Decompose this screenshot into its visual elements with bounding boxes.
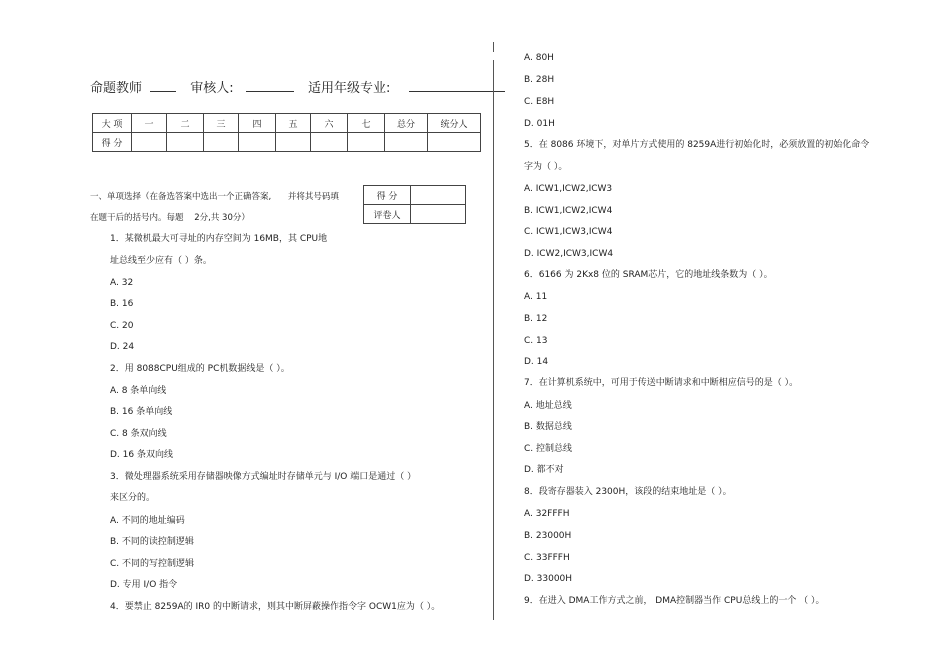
score-table-header-row — [93, 114, 481, 133]
option[interactable]: D. 都不对 — [524, 465, 564, 475]
option[interactable]: A. ICW1,ICW2,ICW3 — [524, 184, 613, 194]
option[interactable]: D. 24 — [110, 342, 135, 352]
score-input-cell[interactable] — [385, 133, 428, 152]
score-cell: 七 — [348, 114, 385, 133]
section-instruction-line2 — [90, 213, 250, 224]
score-input-cell[interactable] — [276, 133, 311, 152]
option[interactable]: B. 28H — [524, 75, 555, 85]
question-3-stem: 3．微处理器系统采用存储器映像方式编址时存储单元与 I/O 端口是通过（ ） — [110, 472, 417, 482]
option[interactable]: A. 11 — [524, 292, 548, 302]
option[interactable]: D. 01H — [524, 119, 555, 129]
question-7-stem: 7．在计算机系统中，可用于传送中断请求和中断相应信号的是（ ）。 — [524, 378, 799, 388]
score-row-label: 得 分 — [93, 133, 132, 152]
option[interactable]: A. 32FFFH — [524, 509, 570, 519]
score-cell: 四 — [239, 114, 276, 133]
question-9-stem: 9．在进入 DMA工作方式之前， DMA控制器当作 CPU总线上的一个 （ ）。 — [524, 596, 825, 606]
option[interactable]: B. 16 条单向线 — [110, 407, 173, 417]
score-table-score-row — [93, 133, 481, 152]
option[interactable]: C. 8 条双向线 — [110, 429, 167, 439]
question-1-stem: 1．某微机最大可寻址的内存空间为 16MB，其 CPU地 — [110, 234, 328, 244]
section-instruction-line1 — [90, 192, 339, 203]
option[interactable]: C. 33FFFH — [524, 553, 570, 563]
reviewer-label: 审核人: — [190, 81, 234, 96]
score-cell: 三 — [204, 114, 239, 133]
option[interactable]: C. ICW1,ICW3,ICW4 — [524, 227, 613, 237]
score-cell: 总分 — [385, 114, 428, 133]
question-5-stem: 5．在 8086 环境下，对单片方式使用的 8259A进行初始化时，必须放置的初始化命令 — [524, 140, 870, 150]
score-cell: 一 — [132, 114, 167, 133]
option[interactable]: A. 32 — [110, 278, 134, 288]
grader-score-cell[interactable] — [411, 186, 466, 205]
score-input-cell[interactable] — [132, 133, 167, 152]
option[interactable]: D. 16 条双向线 — [110, 450, 173, 460]
option[interactable]: D. 33000H — [524, 574, 573, 584]
option[interactable]: B. 23000H — [524, 531, 572, 541]
grader-box — [363, 185, 466, 224]
section-text: 2分,共 30分） — [194, 213, 250, 223]
question-2-stem: 2．用 8088CPU组成的 PC机数据线是（ ）。 — [110, 364, 290, 374]
section-text: 并将其号码填 — [287, 192, 339, 202]
grade-blank — [409, 79, 505, 92]
option[interactable]: A. 地址总线 — [524, 401, 572, 411]
author-label: 命题教师 — [90, 81, 143, 96]
question-5-stem: 字为（ ）。 — [524, 162, 568, 172]
grader-reviewer-cell[interactable] — [411, 205, 466, 224]
option[interactable]: B. 16 — [110, 299, 134, 309]
exam-header — [90, 79, 505, 97]
score-input-cell[interactable] — [311, 133, 348, 152]
option[interactable]: D. 专用 I/O 指令 — [110, 580, 178, 590]
option[interactable]: A. 80H — [524, 53, 554, 63]
score-cell: 五 — [276, 114, 311, 133]
option[interactable]: B. ICW1,ICW2,ICW4 — [524, 206, 613, 216]
score-input-cell[interactable] — [167, 133, 204, 152]
reviewer-blank — [246, 79, 294, 92]
question-1-stem: 址总线至少应有（ ）条。 — [110, 256, 212, 266]
option[interactable]: B. 不同的读控制逻辑 — [110, 537, 194, 547]
score-cell: 大 项 — [93, 114, 132, 133]
column-divider-top — [493, 42, 494, 52]
question-6-stem: 6．6166 为 2Kx8 位的 SRAM芯片，它的地址线条数为（ ）。 — [524, 270, 773, 280]
grader-reviewer-label: 评卷人 — [364, 205, 411, 224]
question-8-stem: 8．段寄存器装入 2300H，该段的结束地址是（ ）。 — [524, 487, 732, 497]
grader-score-label: 得 分 — [364, 186, 411, 205]
question-4-stem: 4．要禁止 8259A的 IR0 的中断请求，则其中断屏蔽操作指令字 OCW1应为（ ）。 — [110, 602, 441, 612]
grade-label: 适用年级专业: — [307, 81, 391, 96]
score-cell: 六 — [311, 114, 348, 133]
score-input-cell[interactable] — [348, 133, 385, 152]
score-input-cell[interactable] — [204, 133, 239, 152]
option[interactable]: B. 12 — [524, 314, 548, 324]
score-cell: 统分人 — [428, 114, 481, 133]
option[interactable]: D. 14 — [524, 357, 549, 367]
author-blank — [150, 79, 176, 92]
section-text: 一、单项选择（在备选答案中选出一个正确答案, — [90, 192, 272, 202]
score-table — [92, 113, 481, 152]
option[interactable]: D. ICW2,ICW3,ICW4 — [524, 249, 614, 259]
option[interactable]: A. 不同的地址编码 — [110, 516, 185, 526]
option[interactable]: C. 20 — [110, 321, 134, 331]
score-input-cell[interactable] — [239, 133, 276, 152]
option[interactable]: A. 8 条单向线 — [110, 386, 167, 396]
option[interactable]: C. 不同的写控制逻辑 — [110, 559, 195, 569]
column-divider — [493, 60, 494, 620]
option[interactable]: C. E8H — [524, 97, 555, 107]
score-cell: 二 — [167, 114, 204, 133]
question-3-stem: 来区分的。 — [110, 493, 156, 503]
score-input-cell[interactable] — [428, 133, 481, 152]
section-text: 在题干后的括号内。每题 — [90, 213, 184, 223]
option[interactable]: C. 控制总线 — [524, 444, 573, 454]
option[interactable]: C. 13 — [524, 336, 548, 346]
option[interactable]: B. 数据总线 — [524, 422, 572, 432]
